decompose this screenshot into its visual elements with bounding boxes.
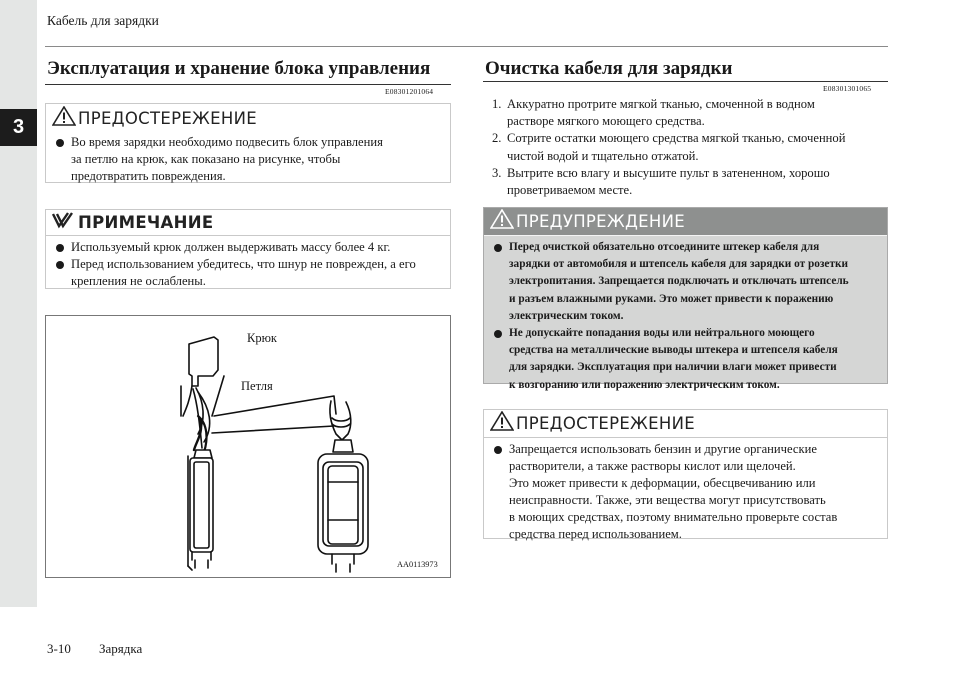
left-section-code: E08301201064 — [385, 87, 434, 96]
right-section-title: Очистка кабеля для зарядки — [485, 58, 733, 79]
warning-line: электрическим током. — [509, 309, 624, 322]
caution-box-solvents — [483, 409, 888, 539]
warning-triangle-icon — [52, 106, 76, 131]
hook-illustration — [45, 315, 451, 578]
chapter-side-strip — [0, 0, 37, 607]
figure-label-hook: Крюк — [247, 331, 277, 345]
caution-header — [484, 410, 887, 438]
note-line: Используемый крюк должен выдерживать массу более 4 кг. — [71, 240, 391, 254]
right-section-code: E08301301065 — [823, 84, 872, 93]
step-line: проветриваемом месте. — [507, 183, 633, 198]
bullet-dot-icon — [494, 446, 502, 454]
page-number: 3-10 — [47, 641, 71, 656]
warning-line: и разъем влажными руками. Это может привести к поражению — [509, 292, 834, 305]
checkmark-icon — [52, 211, 76, 234]
caution-line: растворители, а также растворы кислот или щелочей. — [509, 459, 796, 473]
figure-label-loop: Петля — [241, 379, 273, 393]
step-item — [492, 130, 887, 164]
note-header — [46, 210, 450, 236]
step-line: растворе мягкого моющего средства. — [507, 114, 705, 129]
step-line: чистой водой и тщательно отжатой. — [507, 148, 699, 163]
caution-line: Во время зарядки необходимо подвесить блок управления — [71, 135, 383, 149]
warning-item — [494, 239, 879, 325]
warning-triangle-icon — [490, 411, 514, 436]
step-line: Аккуратно протрите мягкой тканью, смоченной в водном — [507, 97, 815, 111]
bullet-dot-icon — [56, 139, 64, 147]
bullet-dot-icon — [494, 330, 502, 338]
caution-line: средства перед использованием. — [509, 527, 682, 541]
step-line: Сотрите остатки моющего средства мягкой тканью, смоченной — [507, 131, 846, 146]
left-title-rule — [45, 84, 451, 85]
cleaning-steps — [492, 96, 887, 199]
step-line: Вытрите всю влагу и высушите пульт в затененном, хорошо — [507, 165, 830, 180]
warning-box — [483, 207, 888, 391]
step-number: 2. — [492, 131, 502, 146]
caution-line: в моющих средствах, поэтому внимательно проверьте состав — [509, 510, 838, 524]
note-body — [46, 236, 450, 296]
note-box — [45, 209, 451, 289]
footer-section: Зарядка — [99, 641, 143, 656]
step-number: 1. — [492, 97, 502, 111]
caution-box-hanging — [45, 103, 451, 183]
figure-code: AA0113973 — [397, 560, 438, 569]
caution-line: за петлю на крюк, как показано на рисунке, чтобы — [71, 152, 341, 166]
running-title: Кабель для зарядки — [47, 13, 159, 28]
note-label: ПРИМЕЧАНИЕ — [78, 213, 214, 232]
caution-line: предотвратить повреждения. — [71, 169, 226, 183]
warning-line: Не допускайте попадания воды или нейтрального моющего — [509, 327, 815, 340]
step-number: 3. — [492, 165, 502, 180]
caution-header — [46, 104, 450, 132]
warning-triangle-icon — [490, 209, 514, 234]
warning-line: зарядки от автомобиля и штепсель кабеля для зарядки от розетки — [509, 258, 849, 271]
control-box-hanging-illustration — [46, 316, 450, 577]
right-title-rule — [483, 81, 888, 82]
caution-line: Запрещается использовать бензин и другие органические — [509, 442, 817, 456]
caution-line: Это может привести к деформации, обесцвечиванию или — [509, 476, 816, 490]
warning-body — [484, 236, 887, 400]
warning-line: средства на металлические выводы штекера и штепселя кабеля — [509, 344, 838, 357]
caution-line: неисправности. Также, эти вещества могут присутствовать — [509, 493, 826, 507]
warning-label: ПРЕДУПРЕЖДЕНИЕ — [516, 212, 685, 231]
warning-header — [484, 208, 887, 236]
warning-line: к возгоранию или поражению электрическим током. — [509, 378, 780, 391]
left-section-title: Эксплуатация и хранение блока управления — [47, 58, 431, 79]
caution-label: ПРЕДОСТЕРЕЖЕНИЕ — [78, 108, 257, 128]
caution-body — [484, 438, 887, 549]
warning-line: Перед очисткой обязательно отсоедините штекер кабеля для — [509, 241, 820, 253]
header-rule — [45, 46, 888, 47]
note-item — [56, 256, 442, 290]
caution-item — [56, 134, 442, 185]
note-line: крепления не ослаблены. — [71, 274, 206, 288]
bullet-dot-icon — [56, 261, 64, 269]
warning-line: для зарядки. Эксплуатация при наличии влаги может привести — [509, 361, 837, 374]
warning-item — [494, 325, 879, 394]
bullet-dot-icon — [56, 244, 64, 252]
note-item — [56, 239, 442, 256]
chapter-tab: 3 — [0, 109, 37, 146]
note-line: Перед использованием убедитесь, что шнур не поврежден, а его — [71, 257, 416, 271]
step-item — [492, 165, 887, 199]
bullet-dot-icon — [494, 244, 502, 252]
step-item — [492, 96, 887, 130]
caution-item — [494, 441, 879, 543]
caution-body — [46, 132, 450, 191]
caution-label: ПРЕДОСТЕРЕЖЕНИЕ — [516, 414, 695, 433]
warning-line: электропитания. Запрещается подключать и отключать штепсель — [509, 275, 849, 288]
